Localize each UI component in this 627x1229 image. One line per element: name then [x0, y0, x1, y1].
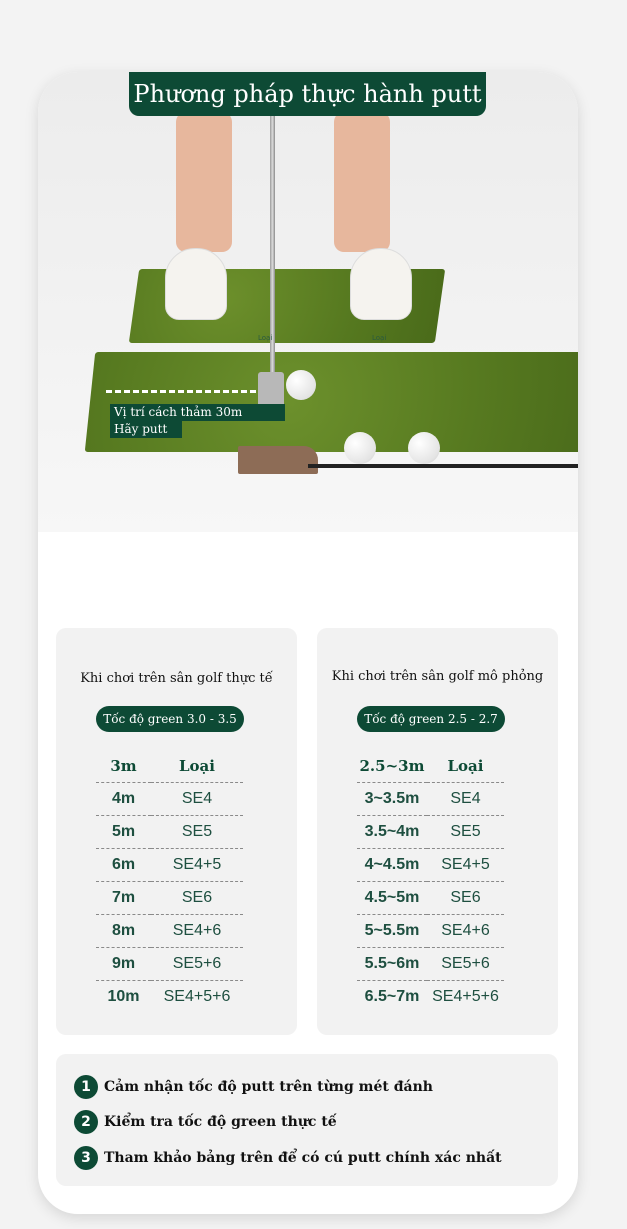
real-course-panel [56, 628, 297, 1035]
distance-cell: 6m [111, 855, 136, 873]
table-header-row [96, 750, 243, 782]
practice-card [38, 72, 578, 1214]
table-row [96, 914, 243, 947]
product-photo [38, 72, 578, 532]
type-cell: SE4+5 [172, 855, 222, 873]
distance-cell: 3~3.5m [364, 789, 420, 807]
left-shoe [165, 248, 227, 320]
ball-return-wedge [238, 446, 318, 474]
step-item [74, 1145, 502, 1171]
table-row [96, 815, 243, 848]
type-cell: SE5+6 [441, 954, 490, 972]
distance-label: Vị trí cách thảm 30m [110, 404, 285, 421]
distance-table [357, 750, 504, 1013]
green-speed-badge: Tốc độ green 3.0 - 3.5 [96, 706, 244, 732]
golf-ball [408, 432, 440, 464]
step-number-icon: 2 [74, 1110, 98, 1134]
table-row [96, 980, 243, 1013]
distance-cell: 5.5~6m [364, 954, 420, 972]
step-number-icon: 1 [74, 1075, 98, 1099]
putter-cable [308, 464, 578, 468]
step-text: Cảm nhận tốc độ putt trên từng mét đánh [104, 1079, 433, 1095]
golf-ball [286, 370, 316, 400]
panel-title: Khi chơi trên sân golf mô phỏng [331, 669, 544, 684]
steps-panel [56, 1054, 558, 1186]
table-row [357, 881, 504, 914]
table-row [357, 914, 504, 947]
table-row [357, 980, 504, 1013]
type-cell: SE4+6 [441, 921, 490, 939]
distance-cell: 4~4.5m [364, 855, 420, 873]
putt-label: Hãy putt [110, 421, 182, 438]
putter-shaft [270, 116, 275, 406]
type-cell: SE5 [181, 822, 213, 840]
type-cell: SE4+5+6 [432, 987, 499, 1005]
type-cell: SE5+6 [172, 954, 222, 972]
distance-cell: 8m [111, 921, 136, 939]
table-row [357, 815, 504, 848]
table-row [357, 947, 504, 980]
step-item [74, 1109, 337, 1135]
type-cell: SE4+6 [172, 921, 222, 939]
distance-cell: 5~5.5m [364, 921, 420, 939]
type-cell: SE6 [181, 888, 213, 906]
distance-cell: 4m [111, 789, 136, 807]
type-cell: SE4 [450, 789, 481, 807]
simulator-panel [317, 628, 558, 1035]
column-header: Loại [179, 756, 215, 775]
table-row [96, 881, 243, 914]
table-row [96, 782, 243, 815]
step-text: Kiểm tra tốc độ green thực tế [104, 1114, 337, 1130]
distance-dash-line [106, 390, 256, 393]
putter-head [258, 372, 284, 408]
table-header-row [357, 750, 504, 782]
distance-cell: 3.5~4m [364, 822, 420, 840]
type-cell: SE4 [181, 789, 213, 807]
column-header: 3m [110, 756, 137, 775]
distance-cell: 10m [107, 987, 140, 1005]
type-cell: SE4+5+6 [163, 987, 231, 1005]
golf-ball [344, 432, 376, 464]
right-shoe [350, 248, 412, 320]
distance-cell: 7m [111, 888, 136, 906]
mat-mark: Loại [258, 334, 273, 342]
step-item [74, 1074, 433, 1100]
step-number-icon: 3 [74, 1146, 98, 1170]
type-cell: SE6 [450, 888, 481, 906]
right-leg [334, 112, 390, 252]
step-text: Tham khảo bảng trên để có cú putt chính xác nhất [104, 1150, 502, 1166]
table-row [96, 947, 243, 980]
green-speed-badge: Tốc độ green 2.5 - 2.7 [357, 706, 505, 732]
distance-cell: 5m [111, 822, 136, 840]
distance-cell: 9m [111, 954, 136, 972]
table-row [357, 782, 504, 815]
type-cell: SE5 [450, 822, 481, 840]
panel-title: Khi chơi trên sân golf thực tế [80, 671, 273, 686]
table-row [96, 848, 243, 881]
type-cell: SE4+5 [441, 855, 490, 873]
table-row [357, 848, 504, 881]
left-leg [176, 112, 232, 252]
column-header: Loại [447, 756, 484, 775]
distance-table [96, 750, 243, 1013]
page-title: Phương pháp thực hành putt [129, 72, 486, 116]
distance-cell: 6.5~7m [364, 987, 420, 1005]
column-header: 2.5~3m [359, 756, 425, 775]
mat-mark: Loại [372, 334, 387, 342]
distance-cell: 4.5~5m [364, 888, 420, 906]
